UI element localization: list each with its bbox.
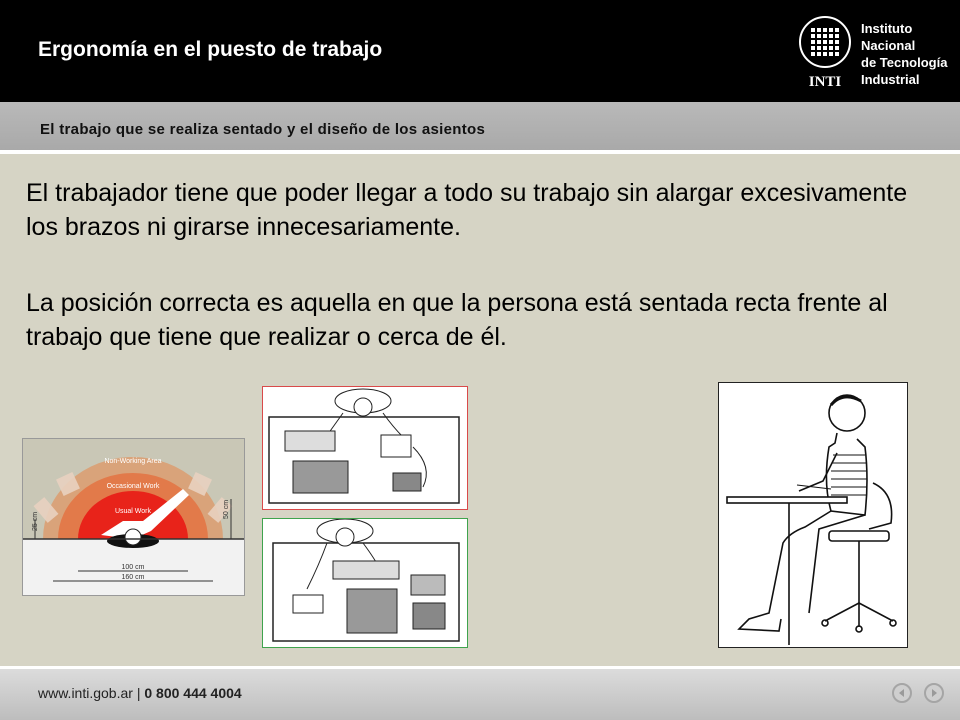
footer-contact bbox=[38, 685, 242, 701]
next-slide-button[interactable] bbox=[924, 683, 944, 703]
footer-url[interactable]: www.inti.gob.ar bbox=[38, 685, 133, 701]
logo-abbrev: INTI bbox=[808, 74, 842, 90]
desk-layout-correct bbox=[262, 518, 468, 648]
zone-inner-label: Usual Work bbox=[114, 508, 152, 515]
slide-subtitle: El trabajo que se realiza sentado y el diseño de los asientos bbox=[40, 121, 486, 138]
logo-line-4: Industrial bbox=[861, 72, 920, 87]
inti-logo bbox=[795, 14, 955, 94]
footer-phone: 0 800 444 4004 bbox=[144, 685, 242, 701]
footer-bar bbox=[0, 669, 960, 720]
dim-outer-label: 160 cm bbox=[121, 574, 145, 581]
reach-zone-diagram bbox=[22, 438, 245, 596]
arrow-right-icon bbox=[926, 685, 942, 701]
seated-person-graphic bbox=[719, 383, 907, 647]
seated-posture-illustration bbox=[718, 382, 908, 648]
previous-slide-button[interactable] bbox=[892, 683, 912, 703]
footer-separator: | bbox=[136, 685, 141, 701]
reach-zone-graphic bbox=[23, 439, 244, 595]
logo-line-2: Nacional bbox=[861, 38, 916, 53]
zone-outer-label: Non-Working Area bbox=[104, 458, 162, 465]
paragraph-posture: La posición correcta es aquella en que la persona está sentada recta frente al trabajo que tiene que realizar o cerca de él. bbox=[26, 289, 888, 351]
logo-line-3: de Tecnología bbox=[861, 55, 948, 70]
logo-line-1: Instituto bbox=[861, 21, 913, 36]
paragraph-reach: El trabajador tiene que poder llegar a todo su trabajo sin alargar excesivamente los brazos ni girarse innecesariamente. bbox=[26, 179, 908, 241]
zone-middle-label: Occasional Work bbox=[106, 483, 160, 490]
dim-right-label: 50 cm bbox=[223, 499, 230, 519]
dim-inner-label: 100 cm bbox=[121, 564, 145, 571]
desk-top-view-1 bbox=[263, 387, 467, 509]
dim-left-label: 25 cm bbox=[32, 511, 39, 531]
desk-top-view-2 bbox=[263, 519, 467, 647]
arrow-left-icon bbox=[894, 685, 910, 701]
header-bar bbox=[0, 0, 960, 102]
slide-title: Ergonomía en el puesto de trabajo bbox=[38, 38, 383, 61]
inti-logo-icon bbox=[795, 14, 861, 94]
subheader-bar bbox=[0, 102, 960, 154]
logo-text bbox=[861, 20, 947, 88]
desk-layout-incorrect bbox=[262, 386, 468, 510]
